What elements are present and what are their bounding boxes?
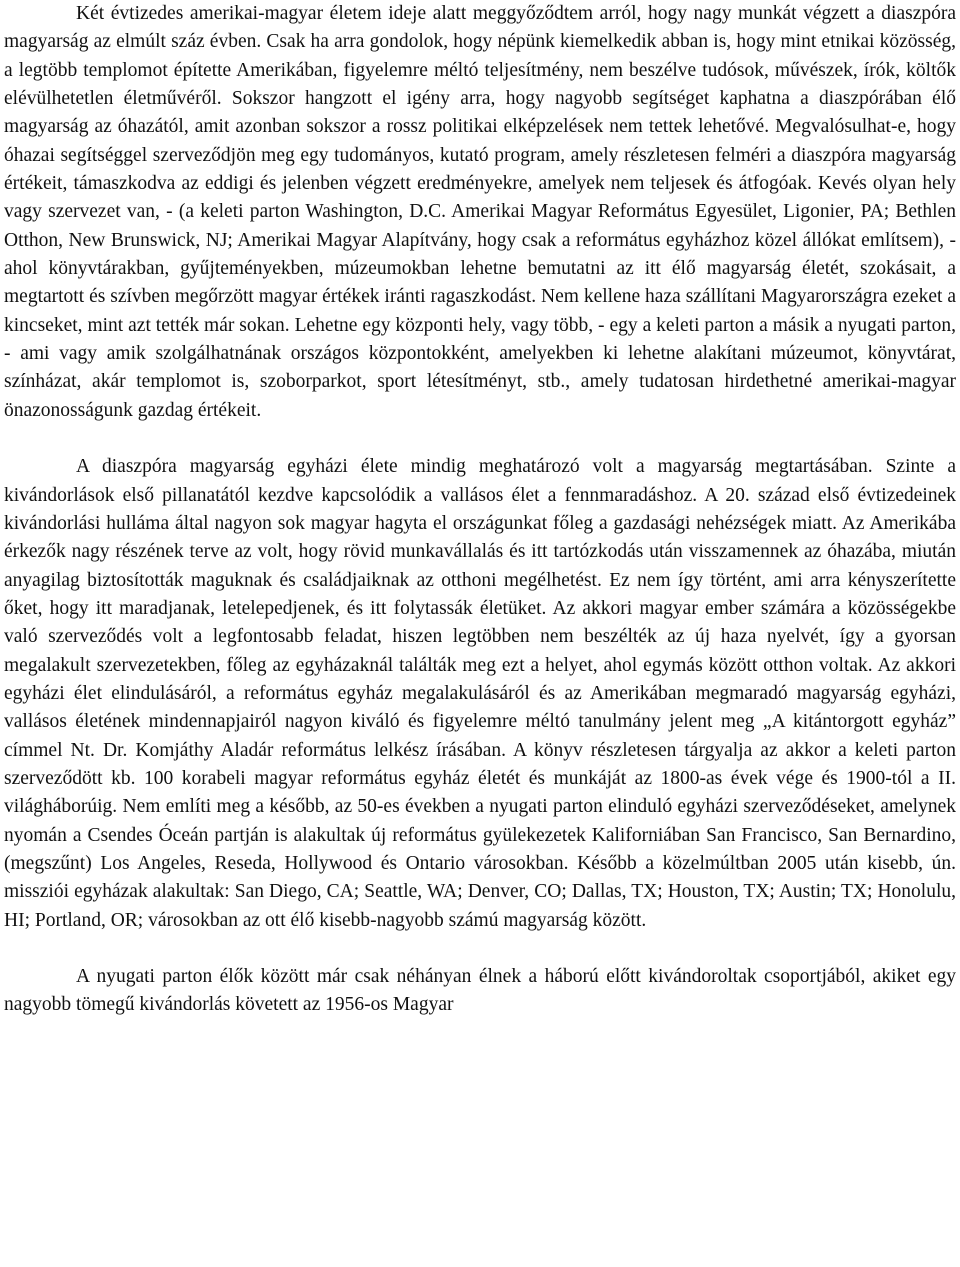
paragraph-2: A diaszpóra magyarság egyházi élete mindig meghatározó volt a magyarság megtartásában. Szinte a kivándorlások első pillanatától kezdve kapcsolódik a vallásos élet a fennmaradáshoz. A 20. század első évtizedeinek kivándorlási hulláma által nagyon sok magyar hagyta el országunkat főleg a gazdasági nehézségek miatt. Az Amerikába érkezők nagy részének terve az volt, hogy rövid munkavállalás és itt tartózkodás után visszamennek az óhazába, miután anyagilag biztosították maguknak és családjaiknak az otthoni megélhetést. Ez nem így történt, ami arra kényszerítette őket, hogy itt maradjanak, letelepedjenek, és itt folytassák életüket. Az akkori magyar ember számára a közösségekbe való szerveződés volt a legfontosabb feladat, hiszen legtöbben nem beszélték az új haza nyelvét, így a gyorsan megalakult szervezetekben, főleg az egyházaknál találták meg ezt a helyet, ahol egymás között otthon voltak. Az akkori egyházi élet elindulásáról, a református egyház megalakulásáról és az Amerikában megmaradó magyarság egyházi, vallásos életének mindennapjairól nagyon kiváló és figyelemre méltó tanulmány jelent meg „A kitántorgott egyház” címmel Nt. Dr. Komjáthy Aladár református lelkész írásában. A könyv részletesen tárgyalja az akkor a keleti parton szerveződött kb. 100 korabeli magyar református egyház életét és munkáját az 1800-as évek vége és 1900-tól a II. világháborúig. Nem említi meg a később, az 50-es években a nyugati parton elinduló egyházi szerveződéseket, amelynek nyomán a Csendes Óceán partján is alakultak új református gyülekezetek Kaliforniában San Francisco, San Bernardino, (megszűnt) Los Angeles, Reseda, Hollywood és Ontario városokban. Később a közelmúltban 2005 után kisebb, ún. missziói egyházak alakultak: San Diego, CA; Seattle, WA; Denver, CO; Dallas, TX; Houston, TX; Austin; TX; Honolulu, HI; Portland, OR; városokban az ott élő kisebb-nagyobb számú magyarság között.	[4, 456, 956, 931]
paragraph-gap	[4, 425, 956, 453]
paragraph-3: A nyugati parton élők között már csak néhányan élnek a háború előtt kivándoroltak csoportjából, akiket egy nagyobb tömegű kivándorlás követett az 1956-os Magyar	[4, 966, 956, 1016]
document-page	[4, 0, 956, 1020]
paragraph-1: Két évtizedes amerikai-magyar életem ideje alatt meggyőződtem arról, hogy nagy munkát végzett a diaszpóra magyarság az elmúlt száz évben. Csak ha arra gondolok, hogy népünk kiemelkedik abban is, hogy mint etnikai közösség, a legtöbb templomot építette Amerikában, figyelemre méltó teljesítmény, nem beszélve tudósok, művészek, írók, költők elévülhetetlen életművéről. Sokszor hangzott el igény arra, hogy nagyobb segítséget kaphatna a diaszpórában élő magyarság az óhazától, amit azonban sokszor a rossz politikai elképzelések nem tettek lehetővé. Megvalósulhat-e, hogy óhazai segítséggel szerveződjön meg egy tudományos, kutató program, amely részletesen felméri a diaszpóra magyarság értékeit, támaszkodva az eddigi és jelenben végzett eredményekre, amelyek nem teljesek és átfogóak. Kevés olyan hely vagy szervezet van, - (a keleti parton Washington, D.C. Amerikai Magyar Református Egyesület, Ligonier, PA; Bethlen Otthon, New Brunswick, NJ; Amerikai Magyar Alapítvány, hogy csak a református egyházhoz közel állókat említsem), - ahol könyvtárakban, gyűjteményekben, múzeumokban lehetne bemutatni az itt élő magyarság életét, szokásait, a megtartott és szívben megőrzött magyar értékek iránti ragaszkodást. Nem kellene haza szállítani Magyarországra ezeket a kincseket, mint azt tették már sokan. Lehetne egy központi hely, vagy több, - egy a keleti parton a másik a nyugati parton, - ami vagy amik szolgálhatnának országos központokként, amelyekben ki lehetne alakítani múzeumot, könyvtárat, színházat, akár templomot is, szoborparkot, sport létesítményt, stb., amely tudatosan hirdethetné amerikai-magyar önazonosságunk gazdag értékeit.	[4, 3, 956, 421]
paragraph-gap	[4, 935, 956, 963]
